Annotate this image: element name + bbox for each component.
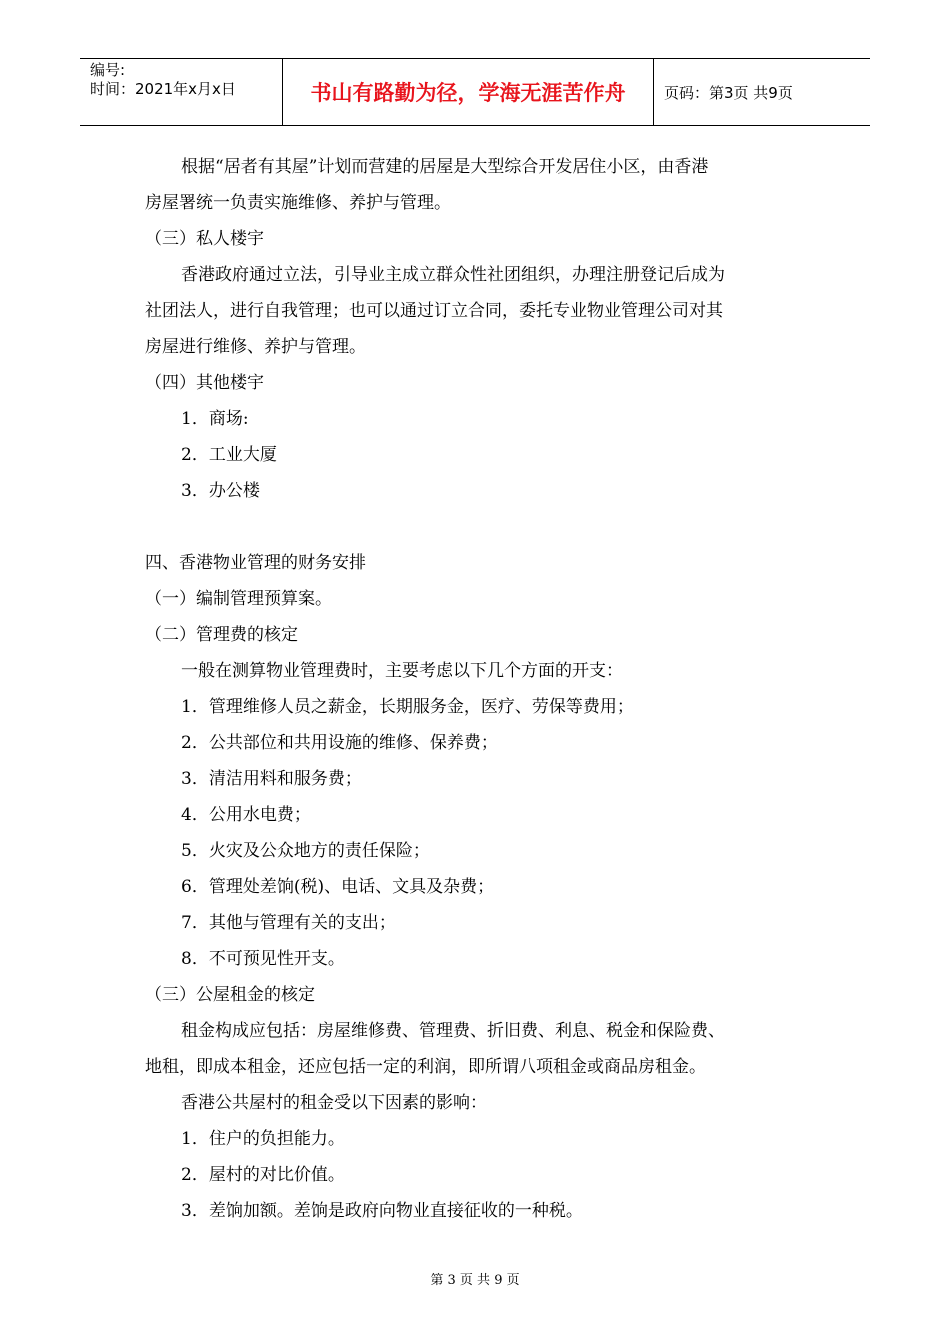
text-line: （四）其他楼宇 (145, 373, 264, 393)
text-line: 根据“居者有其屋”计划而营建的居屋是大型综合开发居住小区，由香港 (181, 157, 709, 177)
text-line: 房屋署统一负责实施维修、养护与管理。 (145, 193, 451, 213)
text-line: 一般在测算物业管理费时，主要考虑以下几个方面的开支： (181, 661, 623, 681)
text-line: 3．清洁用料和服务费； (181, 769, 362, 789)
text-line: 香港政府通过立法，引导业主成立群众性社团组织，办理注册登记后成为 (181, 265, 725, 285)
text-line: 社团法人，进行自我管理；也可以通过订立合同，委托专业物业管理公司对其 (145, 301, 723, 321)
text-line: 房屋进行维修、养护与管理。 (145, 337, 366, 357)
text-line: 2．屋村的对比价值。 (181, 1165, 345, 1185)
text-line: 5．火灾及公众地方的责任保险； (181, 841, 430, 861)
text-line: （一）编制管理预算案。 (145, 589, 332, 609)
text-line: 8．不可预见性开支。 (181, 949, 345, 969)
text-line: 1．住户的负担能力。 (181, 1129, 345, 1149)
text-line: （三）私人楼宇 (145, 229, 264, 249)
text-line: 1．管理维修人员之薪金，长期服务金，医疗、劳保等费用； (181, 697, 634, 717)
page-header (80, 58, 870, 126)
text-line: 2．工业大厦 (181, 445, 277, 465)
text-line: 租金构成应包括：房屋维修费、管理费、折旧费、利息、税金和保险费、 (181, 1021, 725, 1041)
header-meta (80, 59, 282, 125)
header-page-info: 页码：第3页 共9页 (664, 83, 793, 102)
text-line: 6．管理处差饷(税)、电话、文具及杂费； (181, 877, 495, 897)
text-line: 香港公共屋村的租金受以下因素的影响： (181, 1093, 487, 1113)
text-line: （二）管理费的核定 (145, 625, 298, 645)
text-line: 2．公共部位和共用设施的维修、保养费； (181, 733, 498, 753)
text-line: 地租，即成本租金，还应包括一定的利润，即所谓八项租金或商品房租金。 (145, 1057, 706, 1077)
paragraph-spacer (145, 509, 810, 545)
text-line: 四、香港物业管理的财务安排 (145, 553, 366, 573)
header-motto: 书山有路勤为径，学海无涯苦作舟 (282, 59, 654, 125)
text-line: 3．差饷加额。差饷是政府向物业直接征收的一种税。 (181, 1201, 583, 1221)
text-line: 4．公用水电费； (181, 805, 311, 825)
text-line: 7．其他与管理有关的支出； (181, 913, 396, 933)
document-number-label: 编号: (90, 61, 126, 79)
document-body (145, 149, 810, 1229)
page-footer: 第 3 页 共 9 页 (430, 1273, 520, 1288)
document-date: 时间：2021年x月x日 (90, 80, 236, 98)
text-line: （三）公屋租金的核定 (145, 985, 315, 1005)
text-line: 1．商场: (181, 409, 249, 429)
text-line: 3．办公楼 (181, 481, 260, 501)
